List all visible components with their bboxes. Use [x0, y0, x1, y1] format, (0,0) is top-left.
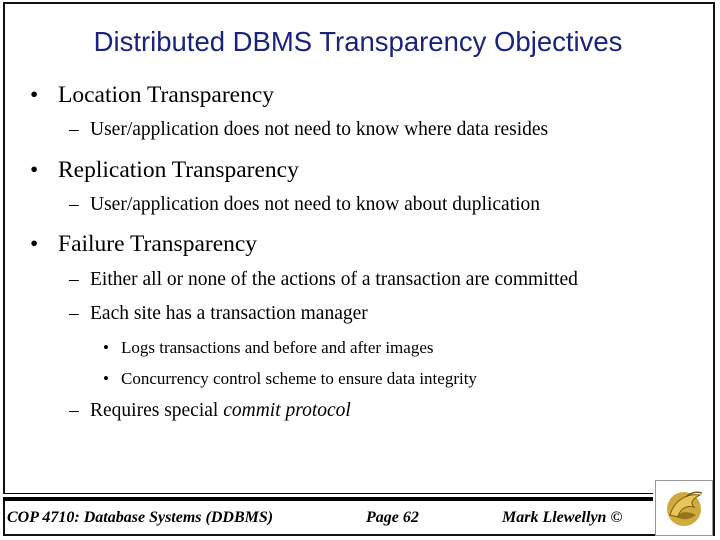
- bullet-location-transparency: Location Transparency: [58, 82, 275, 108]
- sub-bullet-transaction-manager: Each site has a transaction manager: [90, 303, 368, 324]
- sub-bullet-replication: User/application does not need to know about duplication: [90, 194, 541, 215]
- footer-course: COP 4710: Database Systems (DDBMS): [7, 509, 274, 526]
- sub-bullet-failure-commit: Either all or none of the actions of a transaction are committed: [90, 269, 578, 290]
- dash-marker: –: [69, 194, 79, 215]
- dash-marker: –: [69, 269, 79, 290]
- footer-author: Mark Llewellyn ©: [502, 509, 623, 526]
- dash-marker: –: [69, 119, 79, 140]
- bullet-marker: •: [30, 231, 39, 257]
- sub-sub-bullet-concurrency: Concurrency control scheme to ensure data integrity: [121, 369, 477, 388]
- ucf-pegasus-logo: [655, 480, 713, 536]
- slide-title: Distributed DBMS Transparency Objectives: [93, 26, 623, 57]
- footer-page-number: Page 62: [366, 509, 419, 526]
- bullet-marker: •: [103, 338, 109, 357]
- sub-bullet-commit-protocol: [90, 400, 351, 422]
- bullet-failure-transparency: Failure Transparency: [58, 231, 258, 257]
- footer-rule: [3, 493, 653, 501]
- sub-sub-bullet-logs: Logs transactions and before and after images: [121, 338, 434, 357]
- bullet-marker: •: [30, 157, 39, 183]
- commit-protocol-emphasis: commit protocol: [223, 400, 351, 421]
- dash-marker: –: [69, 303, 79, 324]
- bullet-replication-transparency: Replication Transparency: [58, 157, 299, 183]
- pegasus-icon: [656, 481, 712, 535]
- bullet-marker: •: [103, 369, 109, 388]
- dash-marker: –: [69, 400, 79, 421]
- bullet-marker: •: [30, 82, 39, 108]
- commit-protocol-prefix: Requires special: [90, 400, 224, 421]
- sub-bullet-location: User/application does not need to know where data resides: [90, 119, 549, 140]
